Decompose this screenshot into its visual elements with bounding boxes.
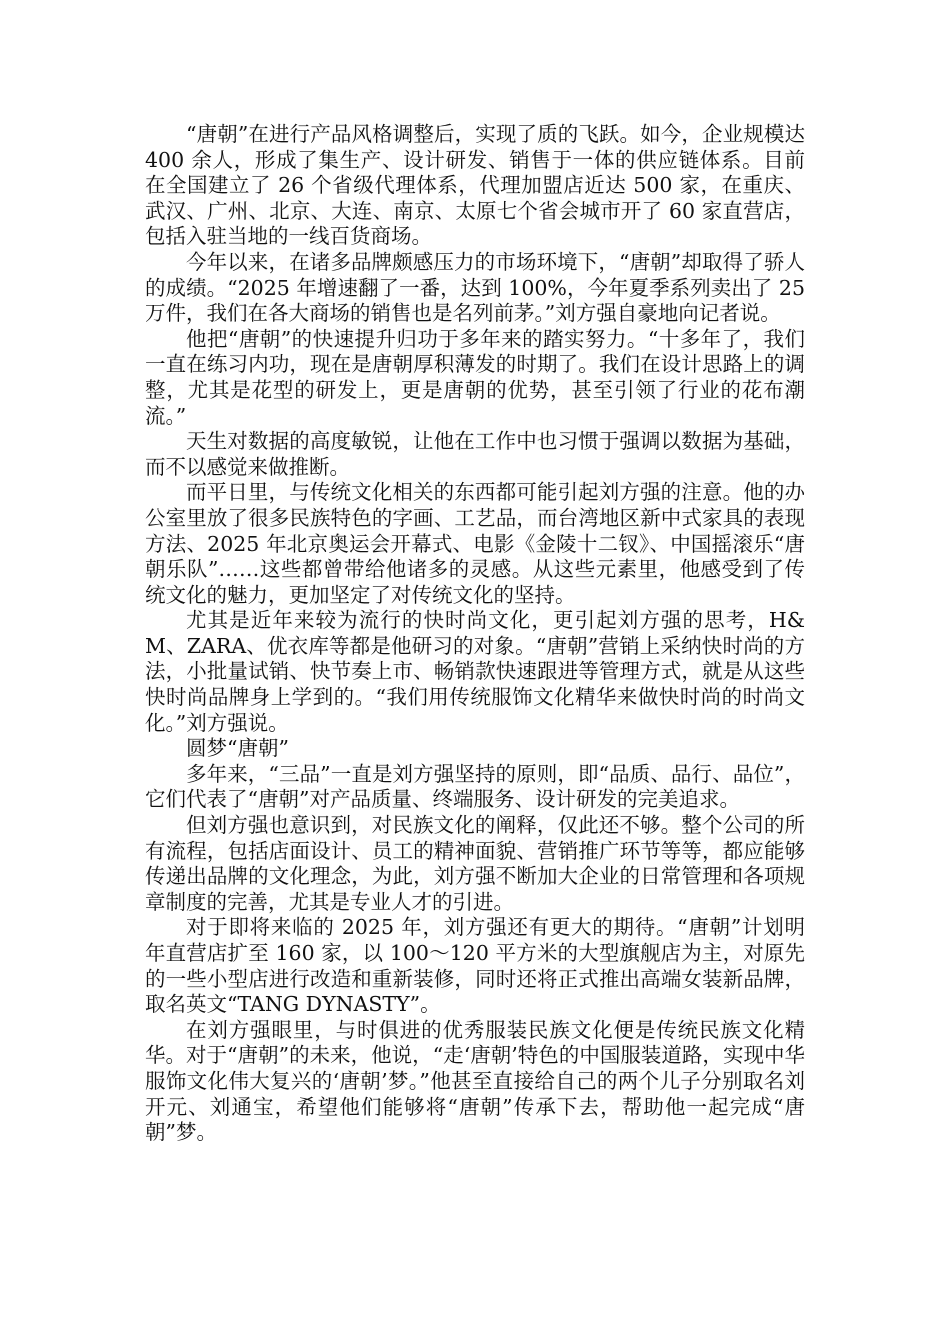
paragraph-sales-growth: 今年以来，在诸多品牌颇感压力的市场环境下，“唐朝”却取得了骄人的成绩。“2025 年增速翻了一番，达到 100%，今年夏季系列卖出了 25 万件，我们在各大商场的销售也是名列前茅。”刘方强自豪地向记者说。 <box>145 249 805 326</box>
paragraph-fast-fashion: 尤其是近年来较为流行的快时尚文化，更引起刘方强的思考，H&M、ZARA、优衣库等都是他研习的对象。“唐朝”营销上采纳快时尚的方法，小批量试销、快节奏上市、畅销款快速跟进等管理方式，就是从这些快时尚品牌身上学到的。“我们用传统服饰文化精华来做快时尚的时尚文化。”刘方强说。 <box>145 608 805 735</box>
paragraph-three-principles: 多年来，“三品”一直是刘方强坚持的原则，即“品质、品行、品位”，它们代表了“唐朝”对产品质量、终端服务、设计研发的完美追求。 <box>145 761 805 812</box>
paragraph-expansion-plan: 对于即将来临的 2025 年，刘方强还有更大的期待。“唐朝”计划明年直营店扩至 160 家，以 100～120 平方米的大型旗舰店为主，对原先的一些小型店进行改造和重新装修，同时还将正式推出高端女装新品牌，取名英文“TANG DYNASTY”。 <box>145 915 805 1017</box>
paragraph-inner-strength: 他把“唐朝”的快速提升归功于多年来的踏实努力。“十多年了，我们一直在练习内功，现在是唐朝厚积薄发的时期了。我们在设计思路上的调整，尤其是花型的研发上，更是唐朝的优势，甚至引领了行业的花布潮流。” <box>145 326 805 428</box>
document-body <box>145 122 805 1146</box>
paragraph-tang-dream: 在刘方强眼里，与时俱进的优秀服装民族文化便是传统民族文化精华。对于“唐朝”的未来，他说，“走‘唐朝’特色的中国服装道路，实现中华服饰文化伟大复兴的‘唐朝’梦。”他甚至直接给自己的两个儿子分别取名刘开元、刘通宝，希望他们能够将“唐朝”传承下去，帮助他一起完成“唐朝”梦。 <box>145 1017 805 1145</box>
paragraph-data-sensitivity: 天生对数据的高度敏锐，让他在工作中也习惯于强调以数据为基础，而不以感觉来做推断。 <box>145 429 805 479</box>
section-heading: 圆梦“唐朝” <box>186 736 289 761</box>
paragraph-scale-network: “唐朝”在进行产品风格调整后，实现了质的飞跃。如今，企业规模达 400 余人，形成了集生产、设计研发、销售于一体的供应链体系。目前在全国建立了 26 个省级代理体系，代理加盟店近达 500 家，在重庆、武汉、广州、北京、大连、南京、太原七个省会城市开了 60 家直营店，包括入驻当地的一线百货商场。 <box>145 122 805 249</box>
paragraph-traditional-culture: 而平日里，与传统文化相关的东西都可能引起刘方强的注意。他的办公室里放了很多民族特色的字画、工艺品，而台湾地区新中式家具的表现方法、2025 年北京奥运会开幕式、电影《金陵十二钗》、中国摇滚乐“唐朝乐队”……这些都曾带给他诸多的灵感。从这些元素里，他感受到了传统文化的魅力，更加坚定了对传统文化的坚持。 <box>145 480 805 607</box>
paragraph-management: 但刘方强也意识到，对民族文化的阐释，仅此还不够。整个公司的所有流程，包括店面设计、员工的精神面貌、营销推广环节等等，都应能够传递出品牌的文化理念，为此，刘方强不断加大企业的日常管理和各项规章制度的完善，尤其是专业人才的引进。 <box>145 813 805 914</box>
